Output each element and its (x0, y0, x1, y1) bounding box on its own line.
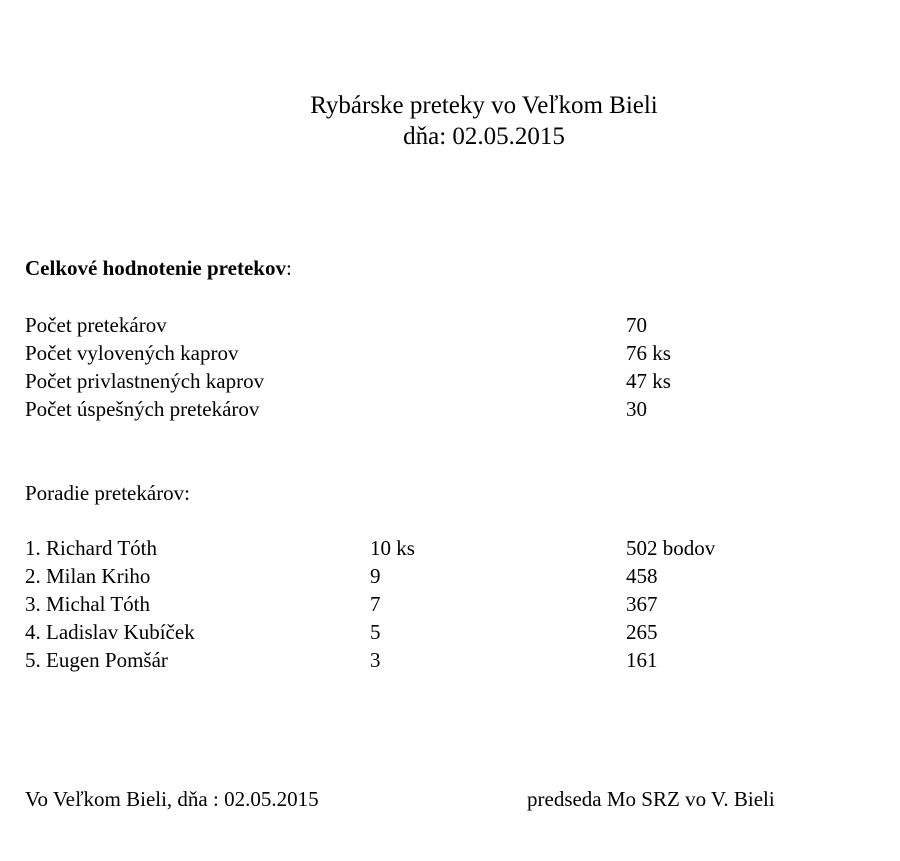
place-and-date: Vo Veľkom Bieli, dňa : 02.05.2015 (25, 787, 319, 811)
summary-label: Počet úspešných pretekárov (25, 397, 260, 421)
signature-line: predseda Mo SRZ vo V. Bieli (527, 787, 775, 811)
summary-label: Počet privlastnených kaprov (25, 369, 265, 393)
catch-count: 5 (370, 620, 381, 644)
competitor-name: 4. Ladislav Kubíček (25, 620, 195, 644)
catch-count: 9 (370, 564, 381, 588)
summary-label: Počet pretekárov (25, 313, 167, 337)
points: 367 (626, 592, 658, 616)
ranking-heading: Poradie pretekárov: (25, 481, 191, 505)
competitor-name: 3. Michal Tóth (25, 592, 151, 616)
summary-value: 47 ks (626, 369, 671, 393)
summary-value: 76 ks (626, 341, 671, 365)
competitor-name: 5. Eugen Pomšár (25, 648, 168, 672)
competitor-name: 2. Milan Kriho (25, 564, 151, 588)
document-title (0, 90, 900, 152)
catch-count: 10 ks (370, 536, 415, 560)
title-line-2: dňa: 02.05.2015 (403, 123, 565, 150)
catch-count: 3 (370, 648, 381, 672)
points: 161 (626, 648, 658, 672)
summary-heading-colon: : (285, 256, 292, 280)
competitor-name: 1. Richard Tóth (25, 536, 158, 560)
summary-heading-text: Celkové hodnotenie pretekov (25, 256, 286, 280)
title-line-1: Rybárske preteky vo Veľkom Bieli (310, 92, 658, 119)
summary-value: 30 (626, 397, 647, 421)
catch-count: 7 (370, 592, 381, 616)
points: 458 (626, 564, 658, 588)
summary-value: 70 (626, 313, 647, 337)
summary-heading (25, 256, 292, 281)
points: 265 (626, 620, 658, 644)
points: 502 bodov (626, 536, 716, 560)
summary-label: Počet vylovených kaprov (25, 341, 239, 365)
